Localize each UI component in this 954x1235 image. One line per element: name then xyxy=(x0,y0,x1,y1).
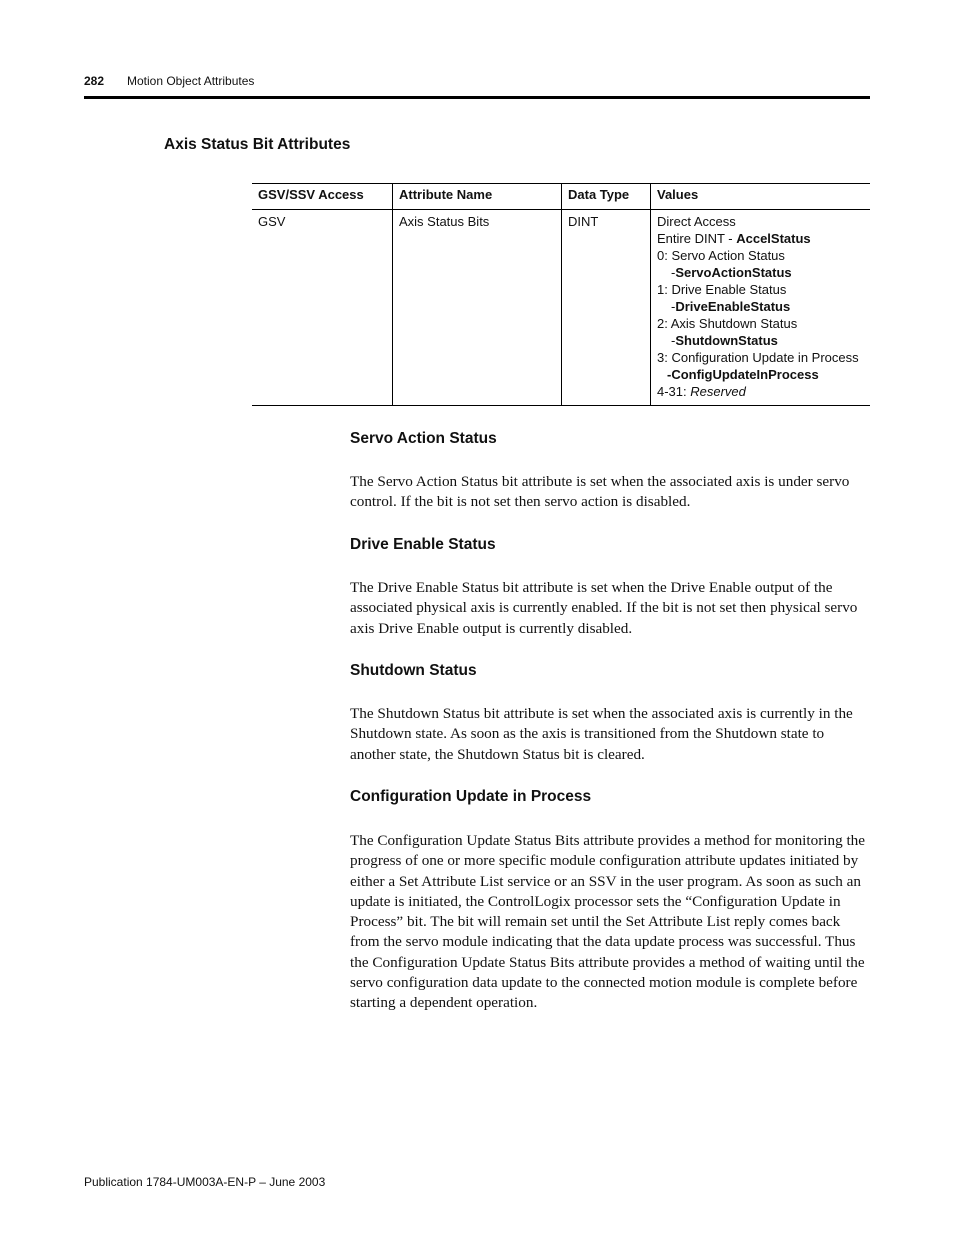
footer-publication: Publication 1784-UM003A-EN-P – June 2003 xyxy=(84,1175,326,1189)
value-line: -DriveEnableStatus xyxy=(671,299,791,314)
column-header-type: Data Type xyxy=(562,184,651,210)
attribute-table xyxy=(252,183,870,406)
cell-access: GSV xyxy=(252,210,393,406)
page-number: 282 xyxy=(84,74,105,88)
value-line: 3: Configuration Update in Process xyxy=(657,350,859,365)
subsection-title-servo: Servo Action Status xyxy=(350,430,497,447)
value-line: 2: Axis Shutdown Status xyxy=(657,316,798,331)
subsection-title-drive: Drive Enable Status xyxy=(350,536,496,553)
paragraph-drive: The Drive Enable Status bit attribute is set when the Drive Enable output of the associated physical axis is currently enabled. If the bit is not set then physical servo axis Drive Enable output is currently disabled. xyxy=(350,579,858,637)
value-line: -ShutdownStatus xyxy=(671,333,778,348)
value-line: 0: Servo Action Status xyxy=(657,248,785,263)
column-header-access: GSV/SSV Access xyxy=(252,184,393,210)
cell-name: Axis Status Bits xyxy=(393,210,562,406)
paragraph-config: The Configuration Update Status Bits attribute provides a method for monitoring the progress of one or more specific module configuration attribute updates initiated by either a Set Attribute List service or an SSV in the user program. As soon as such an update is initiated, the ControlLogix processor sets the “Configuration Update in Process” bit. The bit will remain set until the Set Attribute List reply comes back from the servo module indicating that the data update process was successful. Thus the Configuration Update Status Bits attribute provides a method of waiting until the servo configuration data update to the connected motion module is complete before starting a dependent operation. xyxy=(350,832,866,1012)
section-title: Axis Status Bit Attributes xyxy=(164,136,351,153)
paragraph-servo: The Servo Action Status bit attribute is set when the associated axis is under servo control. If the bit is not set then servo action is disabled. xyxy=(350,473,850,511)
table-header-row xyxy=(252,184,870,210)
cell-type: DINT xyxy=(562,210,651,406)
table-row xyxy=(252,210,870,406)
value-line: -ConfigUpdateInProcess xyxy=(667,367,819,382)
cell-values xyxy=(651,210,871,406)
value-line: -ServoActionStatus xyxy=(671,265,792,280)
subsection-title-shutdown: Shutdown Status xyxy=(350,662,477,679)
header-rule xyxy=(84,96,870,99)
value-line: 4-31: Reserved xyxy=(657,384,746,399)
column-header-name: Attribute Name xyxy=(393,184,562,210)
subsection-title-config: Configuration Update in Process xyxy=(350,788,592,805)
column-header-values: Values xyxy=(651,184,871,210)
running-title: Motion Object Attributes xyxy=(127,74,255,88)
value-line: 1: Drive Enable Status xyxy=(657,282,787,297)
paragraph-shutdown: The Shutdown Status bit attribute is set when the associated axis is currently in the Shutdown state. As soon as the axis is transitioned from the Shutdown state to another state, the Shutdown Status bit is cleared. xyxy=(350,705,853,763)
value-line: Entire DINT - AccelStatus xyxy=(657,231,811,246)
value-line: Direct Access xyxy=(657,214,736,229)
